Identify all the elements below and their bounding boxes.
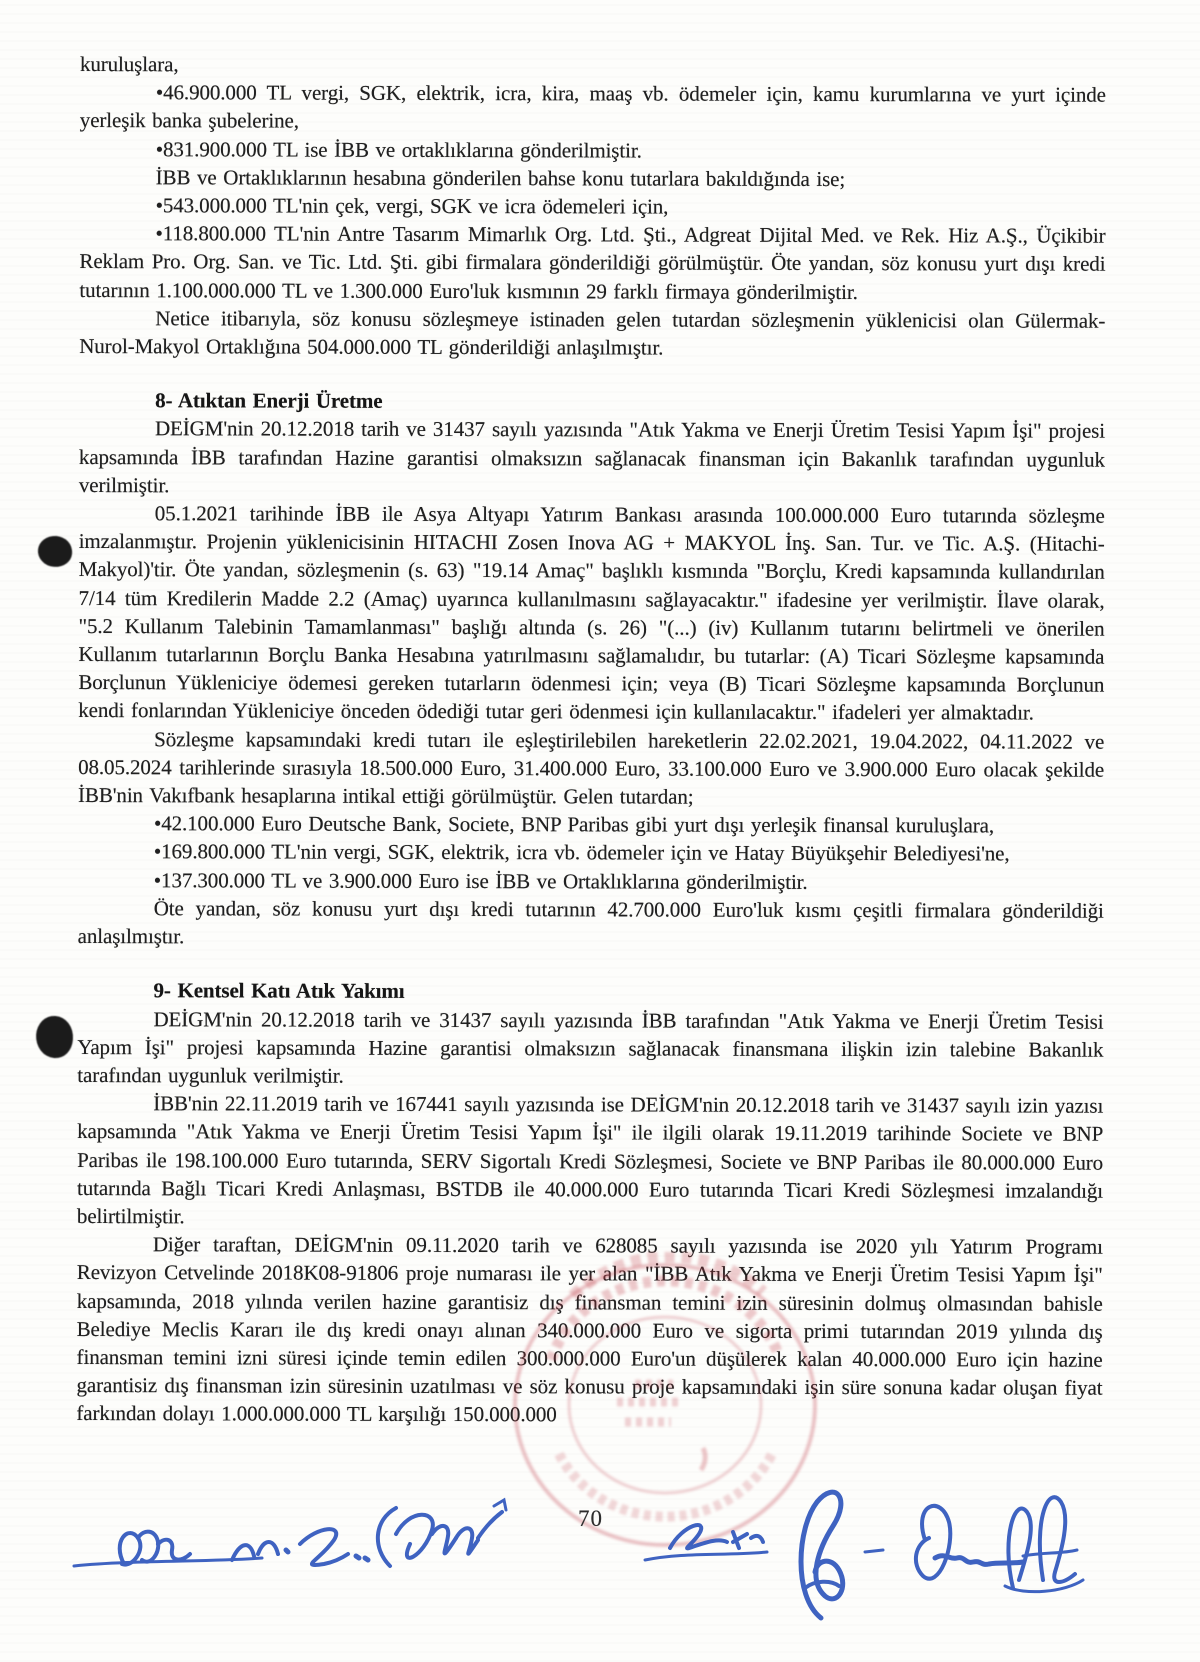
paragraph: 05.1.2021 tarihinde İBB ile Asya Altyapı Yatırım Bankası arasında 100.000.000 Euro tutarında sözleşme imzalanmıştır. Projenin yüklenicisinin HITACHI Zosen Inova AG + MAKYOL İnş. San. Tur. ve Tic. A.Ş. (Hitachi-Makyol)'tir. Öte yandan, sözleşmenin (s. 63) "19.14 Amaç" başlıklı kısmında "Borçlu, Kredi kapsamında kullandırılan 7/14 tüm Kredilerin Madde 2.2 (Amaç) uyarınca kullanılmasını sağlayacaktır." ifadesine yer verilmiştir. İlave olarak, "5.2 Kullanım Talebinin Tamamlanması" başlığı altında (s. 26) "(...) (iv) Kullanım tutarını belirtmeli ve önerilen Kullanım tutarlarının Borçlu Banka Hesabına yatırılmasını sağlamalıdır, bu tutarlar: (A) Ticari Sözleşme kapsamında Borçlunun Yükleniciye ödemesi gereken tutarların ödenmesi için; veya (B) Ticari Sözleşme kapsamında Borçlunun kendi fonlarından Yükleniciye önceden ödediği tutar geri ödenmesi için kullanılacaktır." ifadeleri yer almaktadır.	[78, 501, 1105, 725]
page-content	[76, 50, 1106, 1430]
paragraph: kuruluşlara,	[79, 51, 179, 77]
paragraph: DEİGM'nin 20.12.2018 tarih ve 31437 sayılı yazısında "Atık Yakma ve Enerji Üretim Tesisi Yapım İşi" projesi kapsamında İBB tarafından Hazine garantisi olmaksızın sağlanacak finansman için Bakanlık tarafından uygunluk verilmiştir.	[78, 416, 1106, 498]
bullet-item: •46.900.000 TL vergi, SGK, elektrik, icra, kira, maaş vb. ödemeler için, kamu kurumlarına ve yurt içinde yerleşik banka şubelerine,	[79, 80, 1106, 133]
bullet-item: •137.300.000 TL ve 3.900.000 Euro ise İBB ve Ortaklıklarına gönderilmiştir.	[153, 867, 808, 894]
paragraph: Netice itibarıyla, söz konusu sözleşmeye istinaden gelen tutardan sözleşmenin yüklenicisi olan Gülermak-Nurol-Makyol Ortaklığına 504.000.000 TL gönderildiği anlaşılmıştır.	[79, 306, 1106, 360]
paragraph: İBB'nin 22.11.2019 tarih ve 167441 sayılı yazısında ise DEİGM'nin 20.12.2018 tarih ve 31437 sayılı izin yazısı kapsamında "Atık Yakma ve Enerji Üretim Tesisi Yapım İşi" ile ilgili olarak 19.11.2019 tarihinde Societe ve BNP Paribas ile 198.100.000 Euro tutarında, SERV Sigortalı Kredi Sözleşmesi, Societe ve BNP Paribas ile 80.000.000 Euro tutarında Bağlı Ticari Kredi Anlaşması, BSTDB ile 40.000.000 Euro tutarında Ticari Kredi Sözleşmesi imzalandığı belirtilmiştir.	[76, 1091, 1104, 1229]
bullet-item: •42.100.000 Euro Deutsche Bank, Societe, BNP Paribas gibi yurt dışı yerleşik finansal kuruluşlara,	[153, 811, 995, 838]
section-heading-9: 9- Kentsel Katı Atık Yakımı	[153, 978, 405, 1004]
bullet-item: •831.900.000 TL ise İBB ve ortaklıklarına gönderilmiştir.	[155, 136, 642, 163]
bullet-item: •543.000.000 TL'nin çek, vergi, SGK ve icra ödemeleri için,	[155, 193, 669, 219]
paragraph: Sözleşme kapsamındaki kredi tutarı ile eşleştirilebilen hareketlerin 22.02.2021, 19.04.2022, 04.11.2022 ve 08.05.2024 tarihlerinde sırasıyla 18.500.000 Euro, 31.400.000 Euro, 33.100.000 Euro ve 3.900.000 Euro olacak şekilde İBB'nin Vakıfbank hesaplarına intikal ettiği görülmüştür. Gelen tutardan;	[78, 726, 1105, 809]
paragraph: DEİGM'nin 20.12.2018 tarih ve 31437 sayılı yazısında İBB tarafından "Atık Yakma ve Enerji Üretim Tesisi Yapım İşi" projesi kapsamında Hazine garantisi olmaksızın sağlanacak finansmana ilişkin izin talebine Bakanlık tarafından uygunluk verilmiştir.	[77, 1006, 1104, 1088]
hole-punch-mark	[35, 1015, 75, 1059]
hole-punch-mark	[36, 534, 73, 568]
page-number: 70	[578, 1506, 603, 1531]
bullet-item: •169.800.000 TL'nin vergi, SGK, elektrik, icra vb. ödemeler için ve Hatay Büyükşehir Belediyesi'ne,	[153, 839, 1010, 866]
paragraph: Diğer taraftan, DEİGM'nin 09.11.2020 tarih ve 628085 sayılı yazısında ise 2020 yılı Yatırım Programı Revizyon Cetvelinde 2018K08-91806 proje numarası ile yer alan "İBB Atık Yakma ve Enerji Üretim Tesisi Yapım İşi" kapsamında, 2018 yılında verilen hazine garantisiz dış finansman temini izin süresinin dolmuş olmasından bahisle Belediye Meclis Kararı ile dış kredi onayı alınan 340.000.000 Euro ve sigorta primi tutarından 2019 yılında dış finansman temini izni süresi içinde temin edilen 300.000.000 Euro'un düşülerek kalan 40.000.000 Euro için hazine garantisiz dış finansman izin süresinin uzatılması ve söz konusu proje kapsamındaki işin süre sonuna kadar oluşan fiyat farkından dolayı 1.000.000.000 TL karşılığı 150.000.000	[76, 1232, 1103, 1427]
signature-cluster-left	[62, 1478, 514, 1606]
paragraph: Öte yandan, söz konusu yurt dışı kredi tutarının 42.700.000 Euro'luk kısmı çeşitli firmalara gönderildiği anlaşılmıştır.	[77, 896, 1104, 949]
paragraph: İBB ve Ortaklıklarının hesabına gönderilen bahse konu tutarlara bakıldığında ise;	[155, 165, 846, 191]
signature-cluster-right	[625, 1468, 1090, 1638]
bullet-item: •118.800.000 TL'nin Antre Tasarım Mimarlık Org. Ltd. Şti., Adgreat Dijital Med. ve Rek. Hiz A.Ş., Üçikibir Reklam Pro. Org. San. ve Tic. Ltd. Şti. gibi firmalara gönderildiği görülmüştür. Öte yandan, söz konusu yurt dışı kredi tutarının 1.100.000.000 TL ve 1.300.000 Euro'luk kısmının 29 farklı firmaya gönderilmiştir.	[79, 221, 1106, 304]
section-heading-8: 8- Atıktan Enerji Üretme	[155, 388, 383, 414]
